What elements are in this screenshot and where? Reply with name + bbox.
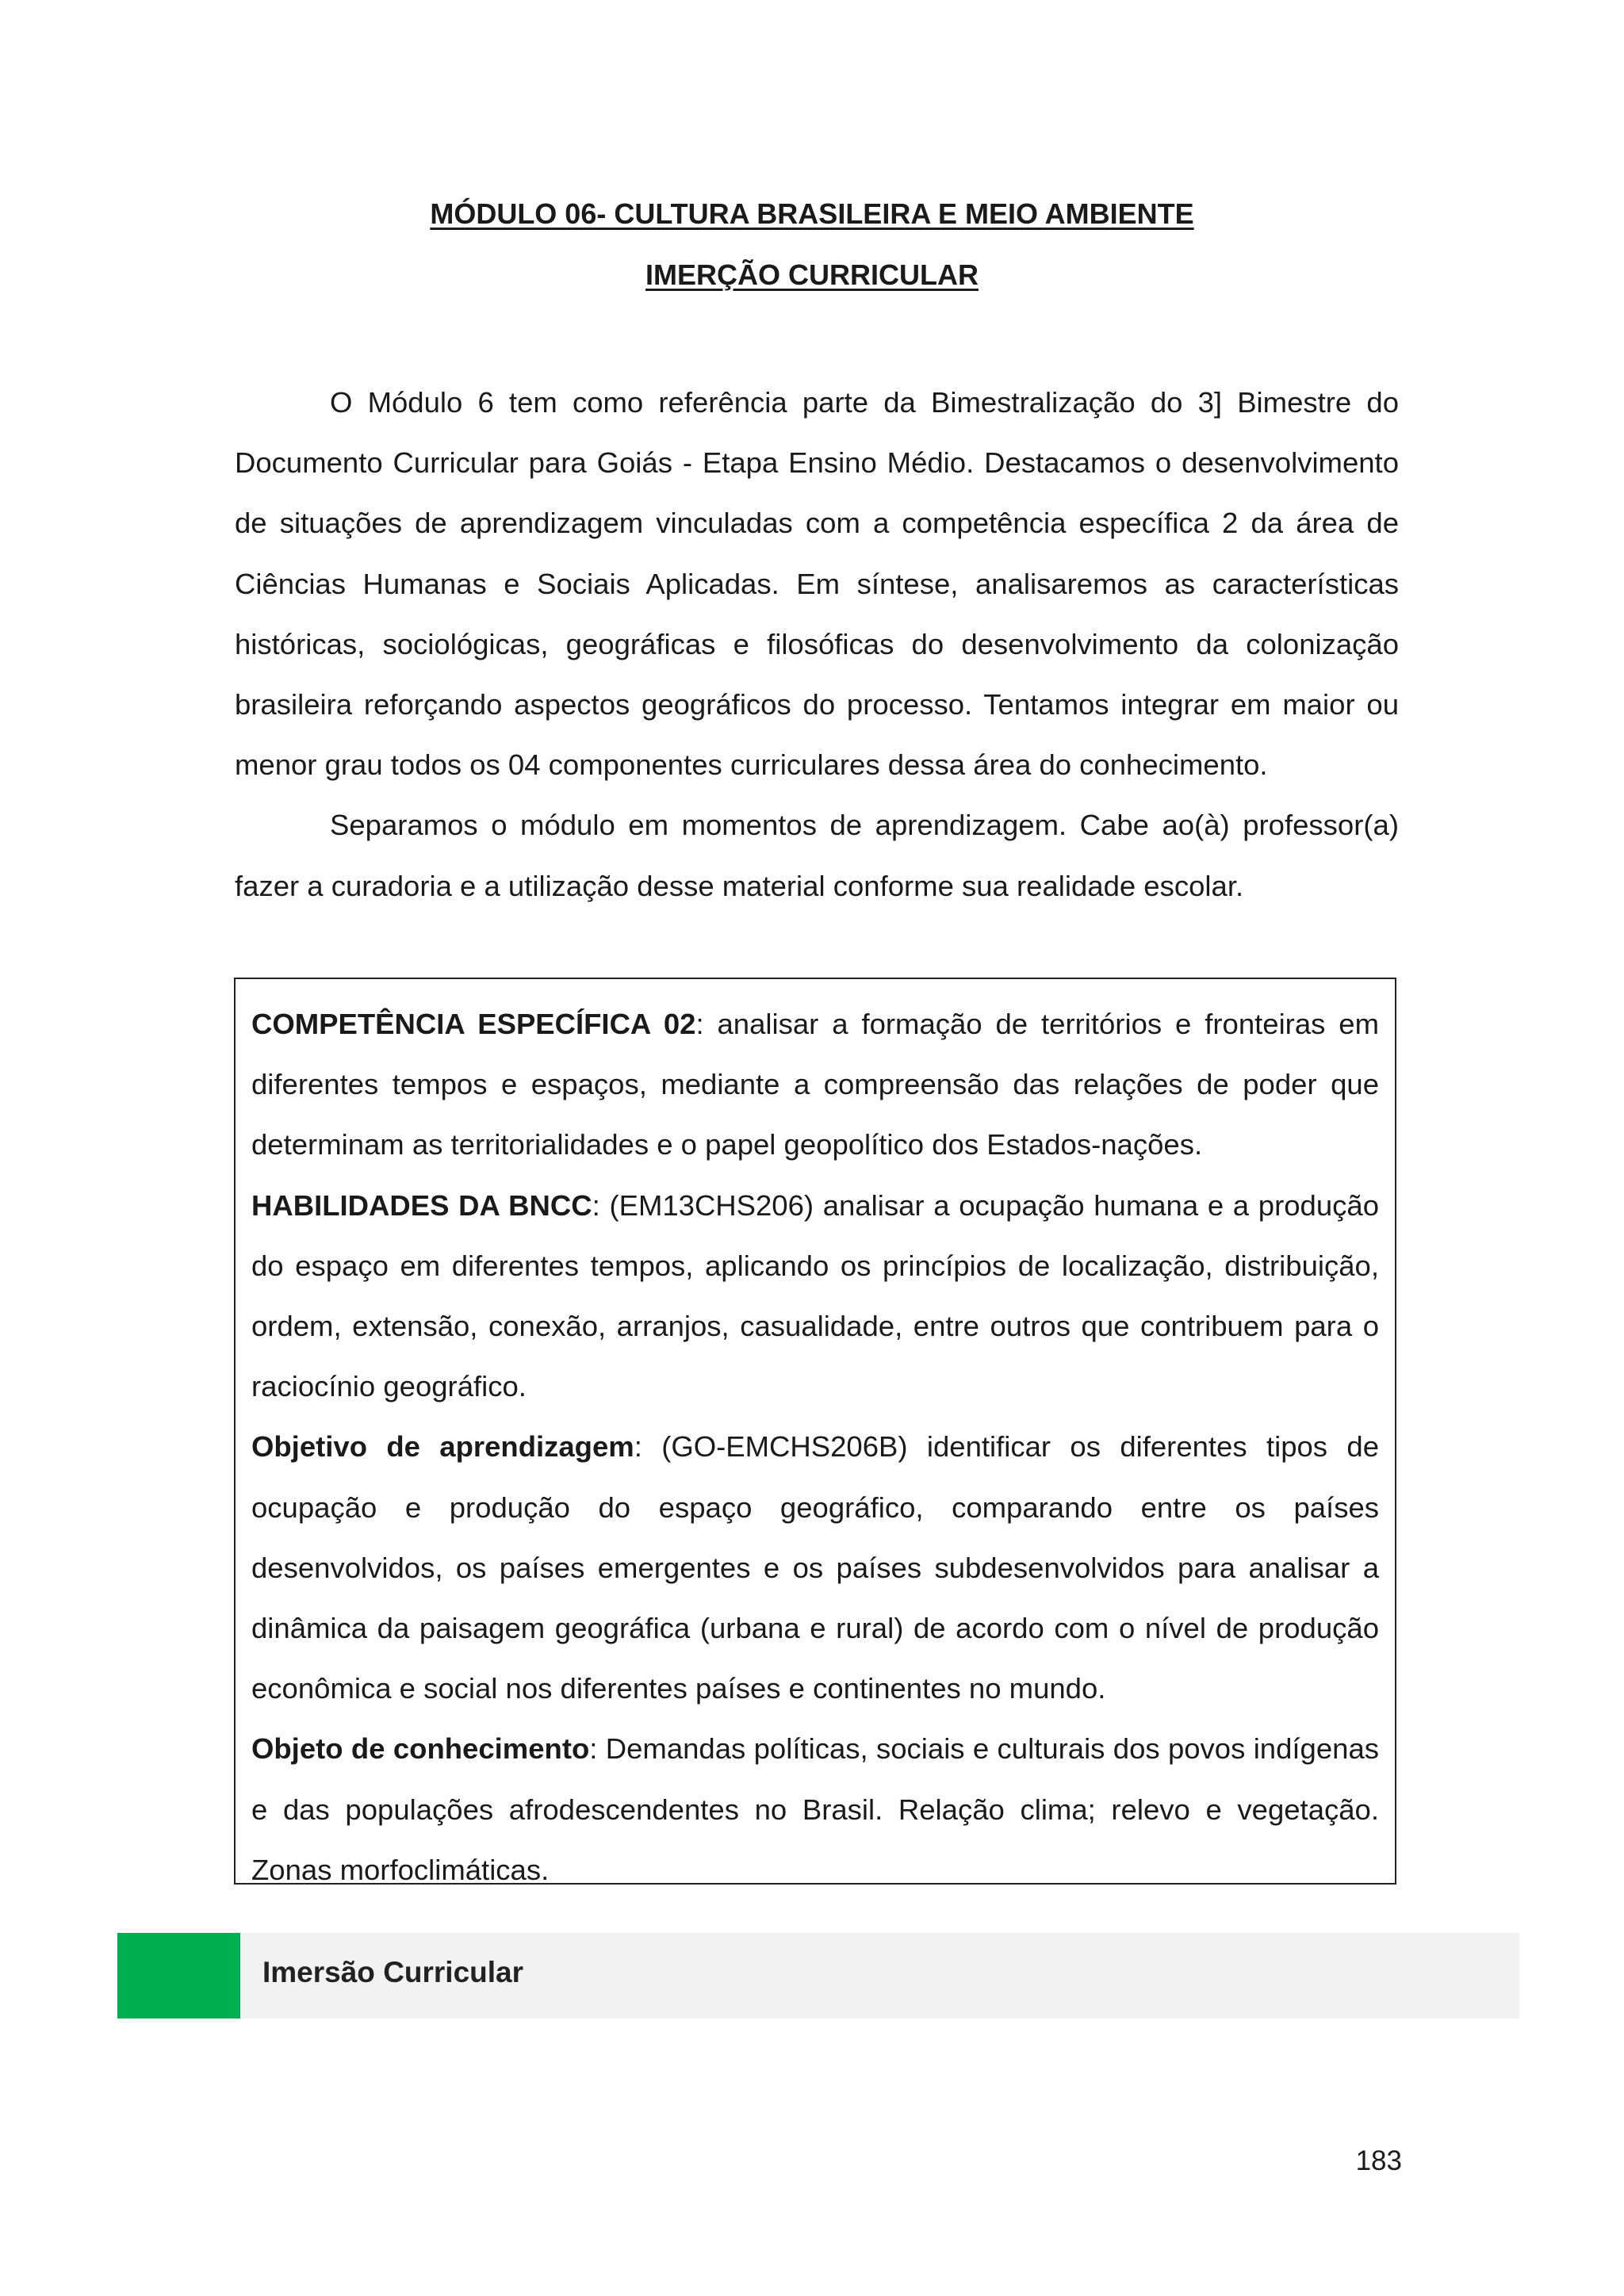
- intro-paragraph: Separamos o módulo em momentos de aprendizagem. Cabe ao(à) professor(a) fazer a curadoria e a utilização desse material conforme sua realidade escolar.: [235, 809, 1399, 902]
- objetivo-text: : (GO-EMCHS206B) identificar os diferentes tipos de ocupação e produção do espaço geográfico, comparando entre os países desenvolvidos, os países emergentes e os países subdesenvolvidos para analisar a dinâmica da paisagem geográfica (urbana e rural) de acordo com o nível de produção econômica e social nos diferentes países e continentes no mundo.: [251, 1430, 1379, 1705]
- competencia-paragraph: [251, 994, 1379, 1176]
- objeto-label: Objeto de conhecimento: [251, 1732, 590, 1766]
- module-subtitle: IMERÇÃO CURRICULAR: [645, 258, 979, 291]
- intro-text: [235, 373, 1399, 916]
- competencia-text: : analisar a formação de territórios e fronteiras em diferentes tempos e espaços, mediante a compreensão das relações de poder que determinam as territorialidades e o papel geopolítico dos Estados-nações.: [251, 1008, 1379, 1161]
- habilidades-label: HABILIDADES DA BNCC: [251, 1188, 592, 1222]
- habilidades-text: : (EM13CHS206) analisar a ocupação humana e a produção do espaço em diferentes tempos, aplicando os princípios de localização, distribuição, ordem, extensão, conexão, arranjos, casualidade, entre outros que contribuem para o raciocínio geográfico.: [251, 1188, 1379, 1403]
- section-accent-block: [117, 1933, 240, 2019]
- competency-box: [234, 978, 1396, 1885]
- section-title: Imersão Curricular: [262, 1956, 524, 1988]
- competencia-label: COMPETÊNCIA ESPECÍFICA 02: [251, 1008, 696, 1040]
- module-title: MÓDULO 06- CULTURA BRASILEIRA E MEIO AMBIENTE: [430, 197, 1194, 230]
- objetivo-paragraph: [251, 1417, 1379, 1719]
- competency-box-content: [251, 994, 1379, 1900]
- objeto-text: : Demandas políticas, sociais e culturais dos povos indígenas e das populações afrodescendentes no Brasil. Relação clima; relevo e vegetação. Zonas morfoclimáticas.: [251, 1732, 1379, 1886]
- habilidades-paragraph: [251, 1176, 1379, 1418]
- objeto-paragraph: [251, 1719, 1379, 1900]
- page-number: 183: [1355, 2145, 1402, 2176]
- intro-paragraph: O Módulo 6 tem como referência parte da Bimestralização do 3] Bimestre do Documento Curricular para Goiás - Etapa Ensino Médio. Destacamos o desenvolvimento de situações de aprendizagem vinculadas com a competência específica 2 da área de Ciências Humanas e Sociais Aplicadas. Em síntese, analisaremos as características históricas, sociológicas, geográficas e filosóficas do desenvolvimento da colonização brasileira reforçando aspectos geográficos do processo. Tentamos integrar em maior ou menor grau todos os 04 componentes curriculares dessa área do conhecimento.: [235, 386, 1399, 782]
- section-header-bar: [117, 1933, 1519, 2019]
- objetivo-label: Objetivo de aprendizagem: [251, 1430, 634, 1464]
